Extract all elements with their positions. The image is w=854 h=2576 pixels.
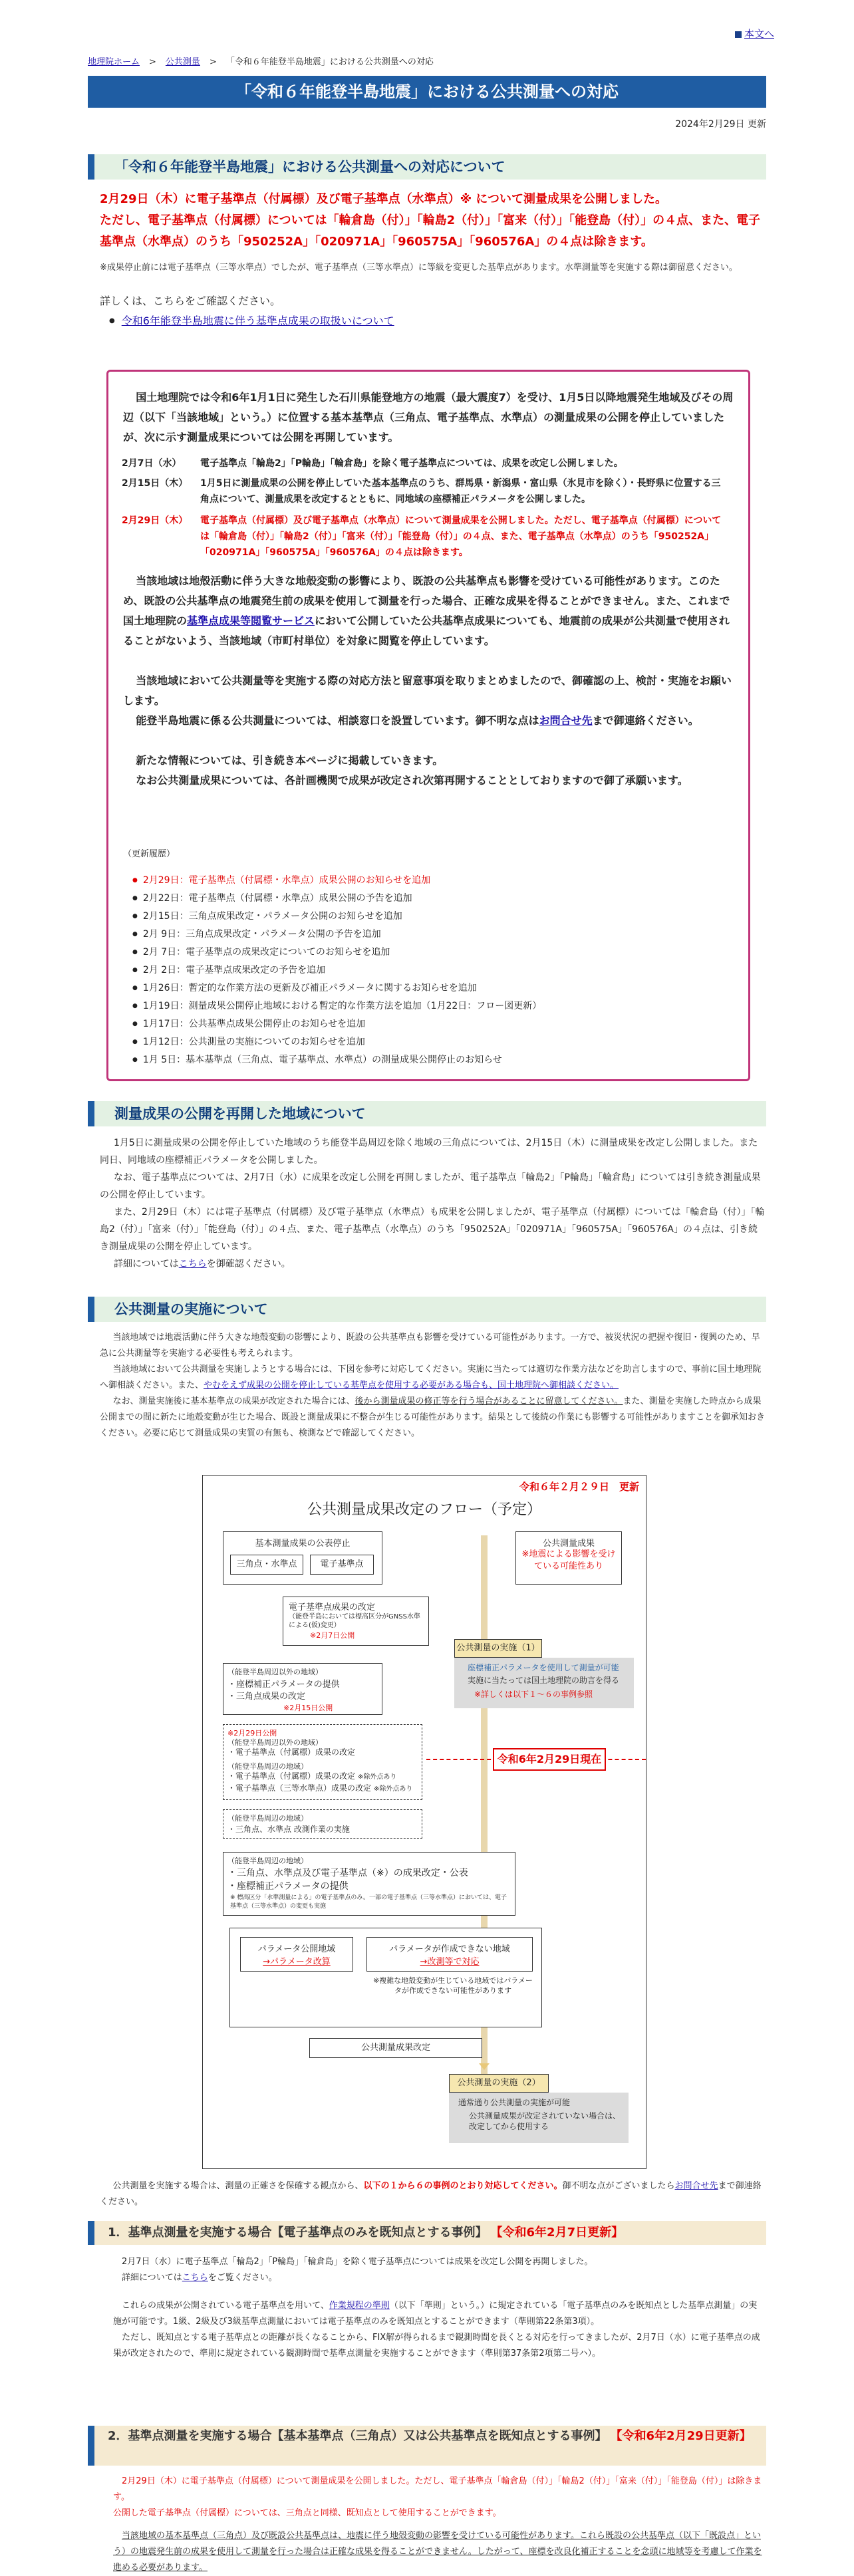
area1-box: （能登半島周辺以外の地域） ・座標補正パラメータの提供 ・三角点成果の改定 ※2月15日公開 — [223, 1663, 382, 1715]
skip-to-content-link[interactable]: 本文へ — [735, 27, 774, 41]
detail-text: 詳しくは、こちらをご確認ください。 — [100, 295, 281, 307]
detail-link[interactable]: 令和6年能登半島地震に伴う基準点成果の取扱いについて — [121, 315, 394, 327]
revise-box: 公共測量成果改定 — [309, 2038, 482, 2058]
case1-detail-link[interactable]: こちら — [182, 2273, 208, 2283]
page-title: 「令和６年能登半島地震」における公共測量への対応 — [88, 76, 766, 108]
history-item: ● 1月26日：暫定的な作業方法の更新及び補正パラメータに関するお知らせを追加 — [132, 979, 731, 997]
breadcrumb-current: 「令和６年能登半島地震」における公共測量への対応 — [225, 57, 434, 67]
impl2-label: 公共測量の実施（2） — [449, 2074, 549, 2093]
history-item: ● 1月19日：測量成果公開停止地域における暫定的な作業方法を追加（1月22日：フロー図更新） — [132, 997, 731, 1015]
lead-notice-2: ただし、電子基準点（付属標）については「輪倉島（付）」「輪島2（付）」「富来（付）」「能登島（付）」の４点、また、電子基準点（水準点）のうち「950252A」「020971A」「960575A」「960576A」の４点は除きます。 — [100, 213, 761, 249]
impl2-box: 通常通り公共測量の実施が可能 公共測量成果が改定されていない場合は、改定してから使用する — [449, 2093, 629, 2143]
base-stop-box: 基本測量成果の公表停止 三角点・水準点 電子基準点 — [223, 1531, 382, 1585]
sec2-detail-link[interactable]: こちら — [178, 1259, 207, 1269]
section2-body — [100, 1134, 765, 1273]
section3-body — [100, 1330, 765, 1442]
area3-box: （能登半島周辺の地域） ・三角点、水準点 改測作業の実施 — [223, 1809, 422, 1839]
history-item: ● 2月29日：電子基準点（付属標・水準点）成果公開のお知らせを追加 — [132, 872, 731, 890]
param-ng-note: ※複雑な地殻変動が生じている地域ではパラメータが作成できない可能性があります — [373, 1976, 533, 1995]
lead-notice-1: 2月29日（木）に電子基準点（付属標）及び電子基準点（水準点）※ について測量成果を公開しました。 — [100, 192, 667, 206]
section-heading-reopened-areas: 測量成果の公開を再開した地域について — [88, 1101, 766, 1126]
section-heading-response: 「令和６年能登半島地震」における公共測量への対応について — [88, 154, 766, 180]
flow-title: 公共測量成果改定のフロー（予定） — [307, 1501, 541, 1518]
notice-intro: 国土地理院では令和6年1月1日に発生した石川県能登地方の地震（最大震度7）を受け、1月5日以降地震発生地域及びその周辺（以下「当該地域」という。）に位置する基本基準点（三角点、電子基準点、水準点）の測量成果の公開を停止していましたが、次に示す測量成果については公開を再開しています。 — [123, 391, 734, 444]
history-item: ● 2月 9日：三角点成果改定・パラメータ公開の予告を追加 — [132, 926, 731, 944]
notice-paragraph-3: 能登半島地震に係る公共測量については、相談窓口を設置しています。御不明な点はお問合せ先まで御連絡ください。 — [136, 714, 699, 727]
elec-box: 電子基準点 — [310, 1555, 374, 1575]
impl1-box: 座標補正パラメータを使用して測量が可能 実施に当たっては国土地理院の助言を得る ※詳しくは以下１～６の事例参照 — [454, 1658, 634, 1708]
breadcrumb-separator: > — [209, 57, 217, 67]
detail-link-item: ● 令和6年能登半島地震に伴う基準点成果の取扱いについて — [109, 315, 394, 327]
square-icon — [735, 31, 742, 38]
consult-link[interactable]: やむをえず成果の公開を停止している基準点を使用する必要がある場合も、国土地理院へ御相談ください。 — [204, 1380, 619, 1390]
public-results-box: 公共測量成果 ※地震による影響を受けている可能性あり — [515, 1531, 622, 1585]
notice-paragraph-2: 当該地域において公共測量等を実施する際の対応方法と留意事項を取りまとめましたので、御確認の上、検討・実施をお願いします。 — [123, 674, 732, 707]
contact-link[interactable]: お問合せ先 — [539, 714, 593, 727]
case2-heading: 2．基準点測量を実施する場合【基本基準点（三角点）又は公共基準点を既知点とする事例】 【令和6年2月29日更新】 — [88, 2426, 766, 2466]
flow-arrow — [479, 2063, 490, 2070]
history-item: ● 1月12日：公共測量の実施についてのお知らせを追加 — [132, 1033, 731, 1051]
rules-link[interactable]: 作業規程の準則 — [329, 2301, 390, 2311]
notice-paragraph-5: なお公共測量成果については、各計画機関で成果が改定され次第再開することとしておりますので御了承願います。 — [136, 774, 688, 787]
breadcrumb-separator: > — [149, 57, 156, 67]
param-ng-box: パラメータが作成できない地域 →改測等で対応 — [366, 1937, 533, 1972]
post-flow-text: 公共測量を実施する場合は、測量の正確さを保確する観点から、以下の１から６の事例のとおり対応してください。御不明な点がございましたらお問合せ先まで御連絡ください。 — [100, 2181, 762, 2207]
footnote: ※成果停止前には電子基準点（三等水準点）でしたが、電子基準点（三等水準点）に等級を変更した基準点があります。水準測量等を実施する際は御留意ください。 — [100, 263, 738, 273]
case1-heading: 1．基準点測量を実施する場合【電子基準点のみを既知点とする事例】 【令和6年2月7日更新】 — [88, 2221, 766, 2245]
sec2-paragraph: 詳細についてはこちらを御確認ください。 — [114, 1259, 291, 1269]
breadcrumb-survey-link[interactable]: 公共測量 — [165, 57, 200, 67]
notice-paragraph-4: 新たな情報については、引き続き本ページに掲載していきます。 — [136, 754, 444, 767]
timeline-item: 2月7日（水） 電子基準点「輪島2」「P輪島」「輪倉島」を除く電子基準点については、成果を改定し公開しました。 — [122, 458, 623, 469]
section1-body — [100, 189, 765, 331]
sec3-paragraph: 当該地域では地震活動に伴う大きな地殻変動の影響により、既設の公共基準点も影響を受けている可能性があります。一方で、被災状況の把握や復旧・復興のため、早急に公共測量等を実施する必要性も考えられます。 — [100, 1333, 760, 1358]
flow-stamp: 令和６年２月２９日 更新 — [519, 1481, 639, 1493]
current-date-badge: 令和6年2月29日現在 — [493, 1748, 606, 1771]
elec-revise-box: 電子基準点成果の改定 （能登半島においては標高区分がGNSS水準による(仮)変更） ※2月7日公開 — [283, 1597, 429, 1646]
area4-box: （能登半島周辺の地域） ・三角点、水準点及び電子基準点（※）の成果改定・公表 ・座標補正パラメータの提供 ※ 標高区分「水準測量による」の電子基準点のみ。一部の電子基準点（三等水準点）においては、電子基準点（三等水準点）の変更も実施 — [223, 1852, 515, 1916]
sec3-paragraph: 当該地域において公共測量を実施しようとする場合には、下図を参考に対応してください。実施に当たっては適切な作業方法などを助言しますので、事前に国土地理院へ御相談ください。また、やむをえず成果の公開を停止している基準点を使用する必要がある場合も、国土地理院へ御相談ください。 — [100, 1364, 762, 1390]
impl1-label: 公共測量の実施（1） — [454, 1639, 542, 1658]
revision-flow-diagram — [202, 1475, 646, 2169]
timeline-item: 2月29日（木） 電子基準点（付属標）及び電子基準点（水準点）について測量成果を公開しました。ただし、電子基準点（付属標）については「輪倉島（付）」「輪島2（付）」「富来（付）」「能登島（付）」の４点、また、電子基準点（水準点）のうち「950252A」「020971A」「960575A」「960576A」の４点は除きます。 — [122, 515, 722, 558]
breadcrumb — [88, 55, 434, 67]
history-item: ● 2月 7日：電子基準点の成果改定についてのお知らせを追加 — [132, 944, 731, 962]
update-date: 2024年2月29日 更新 — [675, 119, 766, 130]
sec3-paragraph: なお、測量実施後に基本基準点の成果が改定された場合には、後から測量成果の修正等を行う場合があることに留意してください。また、測量を実施した時点から成果公開までの間に新たに地殻変動が生じた場合、既設と測量成果に不整合が生じる可能性があります。結果として後続の作業にも影響する可能性がありますことを御承知おきください。必要に応じて測量成果の実質の有無も、検測などで確認してください。 — [100, 1396, 765, 1438]
history-item: ● 1月 5日：基本基準点（三角点、電子基準点、水準点）の測量成果公開停止のお知らせ — [132, 1051, 731, 1069]
update-history-list — [132, 872, 731, 1069]
notice-box — [106, 370, 750, 1081]
sec2-paragraph: また、2月29日（木）には電子基準点（付属標）及び電子基準点（水準点）も成果を公開しましたが、電子基準点（付属標）については「輪倉島（付）」「輪島2（付）」「富来（付）」「能登島（付）」の４点、また、電子基準点（水準点）のうち「950252A」「020971A」「960575A」「960576A」の４点は、引き続き測量成果の公開を停止しています。 — [100, 1207, 765, 1252]
section-heading-implementation: 公共測量の実施について — [88, 1297, 766, 1322]
contact-link-2[interactable]: お問合せ先 — [674, 2181, 718, 2191]
history-item: ● 1月17日：公共基準点成果公開停止のお知らせを追加 — [132, 1015, 731, 1033]
history-label: （更新履歴） — [123, 849, 176, 859]
notice-paragraph-1: 当該地域は地殻活動に伴う大きな地殻変動の影響により、既設の公共基準点も影響を受けている可能性があります。このため、既設の公共基準点の地震発生前の成果を使用して測量を行った場合、正確な成果を得ることができません。また、これまで国土地理院の基準点成果等閲覧サービスにおいて公開していた公共基準点成果についても、地震前の成果が公共測量で使用されることがないよう、当該地域（市町村単位）を対象に閲覧を停止しています。 — [123, 575, 730, 647]
area2-box: ※2月29日公開 （能登半島周辺以外の地域） ・電子基準点（付属標）成果の改定 （能登半島周辺の地域） ・電子基準点（付属標）成果の改定 ※除外点あり ・電子基準点（三等水準点）成果の改定 ※除外点あり — [223, 1724, 422, 1800]
history-item: ● 2月15日：三角点成果改定・パラメータ公開のお知らせを追加 — [132, 908, 731, 926]
sec2-paragraph: なお、電子基準点については、2月7日（水）に成果を改定し公開を再開しましたが、電子基準点「輪島2」「P輪島」「輪倉島」については引き続き測量成果の公開を停止しています。 — [100, 1172, 761, 1200]
history-item: ● 2月22日：電子基準点（付属標・水準点）成果公開の予告を追加 — [132, 890, 731, 908]
case2-body: 2月29日（木）に電子基準点（付属標）について測量成果を公開しました。ただし、電子基準点「輪倉島（付）」「輪島2（付）」「富来（付）」「能登島（付）」は除きます。 公開した電子基準点（付属標）については、三角点と同様、既知点として使用することができます。 当該地域の基本基準点（三角点）及び既設公共基準点は、地震に伴う地殻変動の影響を受けている可能性があります。これら既設の公共基準点（以下「既設点」という）の地震発生前の成果を使用して測量を行った場合は正確な成果を得ることができません。したがって、座標を改良化補正することを念頭に地域等を考慮して作業を進める必要があります。 — [113, 2476, 762, 2573]
timeline-item: 2月15日（木） 1月5日に測量成果の公開を停止していた基本基準点のうち、群馬県・新潟県・富山県（氷見市を除く）・長野県に位置する三角点について、測量成果を改定するとともに、同地域の座標補正パラメータを公開しました。 — [122, 478, 721, 505]
reference-service-link[interactable]: 基準点成果等閲覧サービス — [187, 614, 315, 627]
history-item: ● 2月 2日：電子基準点成果改定の予告を追加 — [132, 962, 731, 979]
breadcrumb-home-link[interactable]: 地理院ホーム — [88, 57, 140, 67]
case1-body: 2月7日（水）に電子基準点「輪島2」「P輪島」「輪倉島」を除く電子基準点については成果を改定し公開を再開しました。 詳細についてはこちらをご覧ください。 これらの成果が公開されている電子基準点を用いて、作業規程の準則（以下「準則」という。）に規定されている「電子基準点のみを既知点とした基準点測量」の実施が可能です。1級、2級及び3級基準点測量においては電子基準点のみを既知点とすることができます（準則第22条第3項）。 ただし、既知点とする電子基準点との距離が長くなることから、FIX解が得られるまで観測時間を長くとる対応を行ってきましたが、2月7日（水）に電子基準点の成果が改定されたので、準則に規定されている観測時間で基準点測量を実施することができます（準則第37条第2項第二号ハ）。 — [113, 2257, 760, 2359]
sec2-paragraph: 1月5日に測量成果の公開を停止していた地域のうち能登半島周辺を除く地域の三角点については、2月15日（木）に測量成果を改定し公開しました。また同日、同地域の座標補正パラメータを公開しました。 — [100, 1138, 758, 1166]
param-ok-box: パラメータ公開地域 →パラメータ改算 — [240, 1937, 353, 1972]
tri-box: 三角点・水準点 — [230, 1555, 303, 1575]
